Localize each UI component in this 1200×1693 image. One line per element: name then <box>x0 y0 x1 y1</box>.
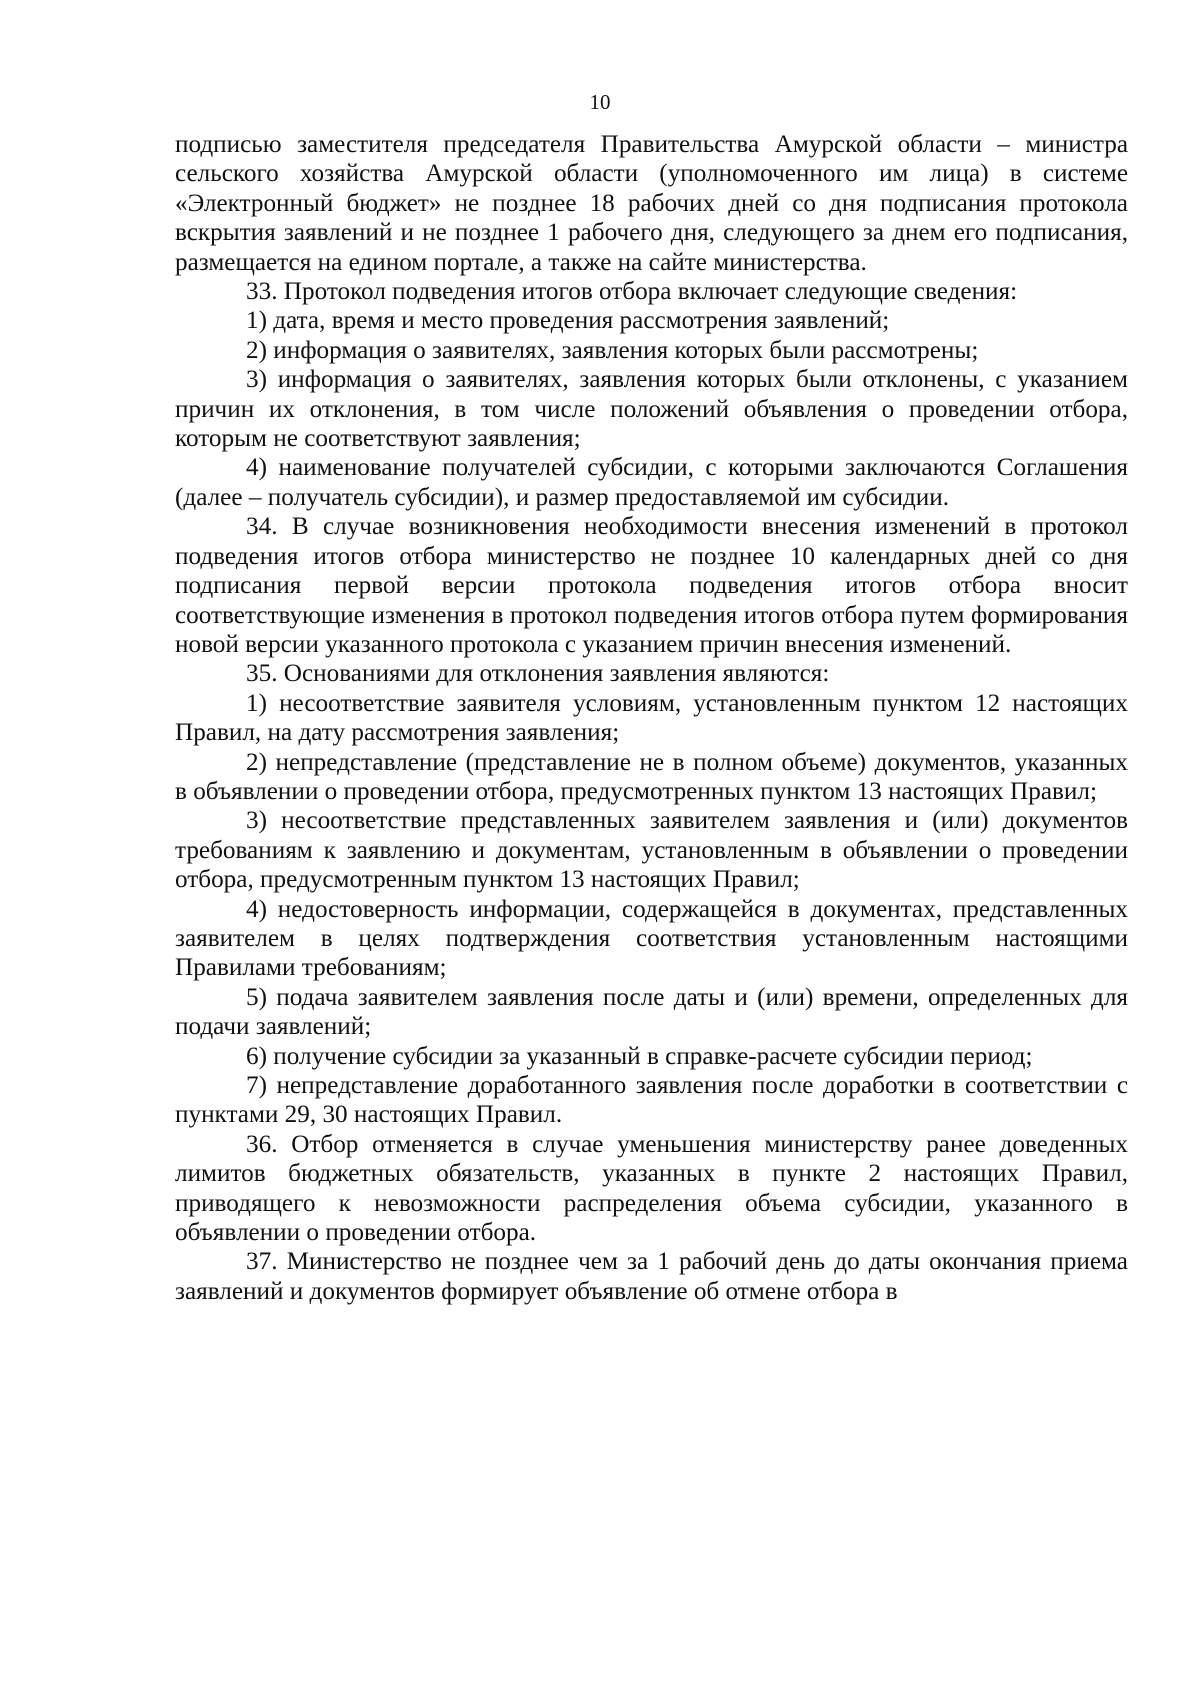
paragraph-33-item-2: 2) информация о заявителях, заявления которых были рассмотрены; <box>246 336 979 364</box>
paragraph-35-item-5: 5) подача заявителем заявления после даты и (или) времени, определенных для подачи заявлений; <box>175 983 1128 1041</box>
document-body <box>175 130 1128 1306</box>
paragraph-37: 37. Министерство не позднее чем за 1 рабочий день до даты окончания приема заявлений и документов формирует объявление об отмене отбора в <box>175 1248 1128 1305</box>
paragraph-35-item-2: 2) непредставление (представление не в полном объеме) документов, указанных в объявлении о проведении отбора, предусмотренных пунктом 13 настоящих Правил; <box>175 748 1128 805</box>
paragraph-35: 35. Основаниями для отклонения заявления являются: <box>246 660 830 688</box>
paragraph-continuation: подписью заместителя председателя Правительства Амурской области – министра сельского хозяйства Амурской области (уполномоченного им лица) в системе «Электронный бюджет» не позднее 18 рабочих дней со дня подписания протокола вскрытия заявлений и не позднее 1 рабочего дня, следующего за днем его подписания, размещается на едином портале, а также на сайте министерства. <box>175 131 1128 276</box>
paragraph-33: 33. Протокол подведения итогов отбора включает следующие сведения: <box>246 278 1018 306</box>
paragraph-35-item-3: 3) несоответствие представленных заявителем заявления и (или) документов требованиям к заявлению и документам, установленным в объявлении о проведении отбора, предусмотренным пунктом 13 настоящих Правил; <box>175 807 1128 894</box>
paragraph-36: 36. Отбор отменяется в случае уменьшения министерству ранее доведенных лимитов бюджетных обязательств, указанных в пункте 2 настоящих Правил, приводящего к невозможности распределения объема субсидии, указанного в объявлении о проведении отбора. <box>175 1130 1128 1247</box>
page-number: 10 <box>589 90 611 114</box>
paragraph-33-item-4: 4) наименование получателей субсидии, с которыми заключаются Соглашения (далее – получатель субсидии), и размер предоставляемой им субсидии. <box>175 454 1128 511</box>
paragraph-34: 34. В случае возникновения необходимости внесения изменений в протокол подведения итогов отбора министерство не позднее 10 календарных дней со дня подписания первой версии протокола подведения итогов отбора вносит соответствующие изменения в протокол подведения итогов отбора путем формирования новой версии указанного протокола с указанием причин внесения изменений. <box>175 513 1128 658</box>
paragraph-35-item-4: 4) недостоверность информации, содержащейся в документах, представленных заявителем в целях подтверждения соответствия установленным настоящими Правилами требованиям; <box>175 895 1128 982</box>
paragraph-33-item-1: 1) дата, время и место проведения рассмотрения заявлений; <box>246 307 890 335</box>
paragraph-35-item-6: 6) получение субсидии за указанный в справке-расчете субсидии период; <box>246 1042 1033 1070</box>
paragraph-35-item-1: 1) несоответствие заявителя условиям, установленным пунктом 12 настоящих Правил, на дату рассмотрения заявления; <box>175 689 1128 747</box>
paragraph-33-item-3: 3) информация о заявителях, заявления которых были отклонены, с указанием причин их отклонения, в том числе положений объявления о проведении отбора, которым не соответствуют заявления; <box>175 366 1128 453</box>
paragraph-35-item-7: 7) непредставление доработанного заявления после доработки в соответствии с пунктами 29, 30 настоящих Правил. <box>175 1072 1128 1129</box>
